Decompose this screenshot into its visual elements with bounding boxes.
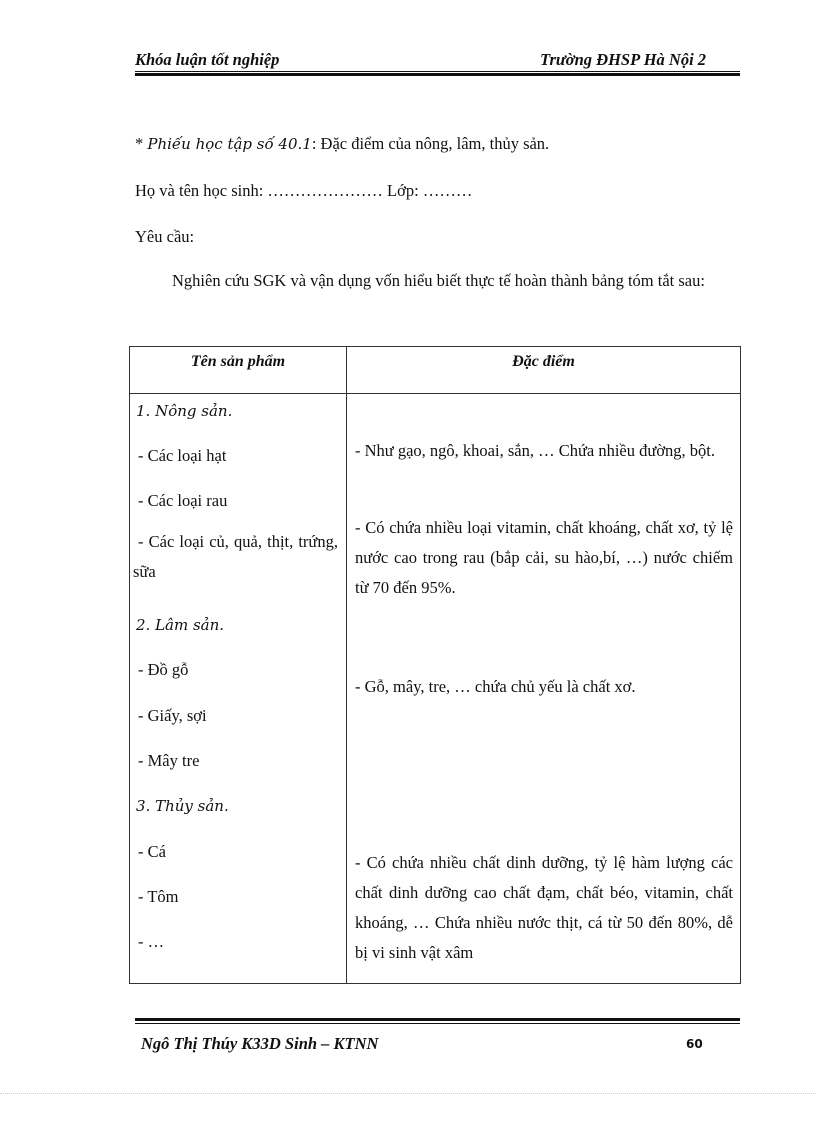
footer-author: Ngô Thị Thúy K33D Sinh – KTNN bbox=[141, 1034, 379, 1053]
worksheet-title-italic: Phiếu học tập số 40.1 bbox=[147, 135, 312, 153]
characteristics-cell bbox=[347, 394, 741, 984]
desc-grains: - Như gạo, ngô, khoai, sắn, … Chứa nhiều đường, bột. bbox=[355, 441, 716, 460]
desc-forestry: - Gỗ, mây, tre, … chứa chủ yếu là chất xơ. bbox=[355, 677, 636, 696]
item-shrimp: - Tôm bbox=[138, 887, 179, 906]
worksheet-title bbox=[135, 134, 549, 154]
group-forestry: 2. Lâm sản. bbox=[136, 616, 225, 634]
footer-rule-thin bbox=[135, 1023, 740, 1024]
header-product-name: Tên sản phẩm bbox=[130, 347, 347, 394]
item-wood: - Đồ gỗ bbox=[138, 660, 189, 679]
header-right-title: Trường ĐHSP Hà Nội 2 bbox=[540, 50, 707, 69]
item-paper-fiber: - Giấy, sợi bbox=[138, 706, 207, 725]
worksheet-star: * bbox=[135, 134, 148, 153]
instruction-paragraph: Nghiên cứu SGK và vận dụng vốn hiểu biết thực tế hoàn thành bảng tóm tắt sau: bbox=[172, 271, 705, 290]
header-rule-thick bbox=[135, 73, 740, 76]
item-vegetables: - Các loại rau bbox=[138, 491, 228, 510]
item-rattan-bamboo: - Mây tre bbox=[138, 751, 200, 770]
desc-aquatic: - Có chứa nhiều chất dinh dưỡng, tỷ lệ hàm lượng các chất dinh dưỡng cao chất đạm, chất béo, vitamin, chất khoáng, … Chứa nhiều nước thịt, cá từ 50 đến 80%, dễ bị vi sinh vật xâm bbox=[355, 853, 733, 962]
footer-rule-thick bbox=[135, 1018, 740, 1021]
item-grains: - Các loại hạt bbox=[138, 446, 227, 465]
table-header-row bbox=[130, 347, 741, 394]
table-body-row bbox=[130, 394, 741, 984]
products-cell bbox=[130, 394, 347, 984]
item-fish: - Cá bbox=[138, 842, 166, 861]
page-bottom-divider bbox=[0, 1093, 816, 1094]
group-aquatic: 3. Thủy sản. bbox=[136, 797, 229, 815]
item-tubers-fruits: - Các loại củ, quả, thịt, trứng, sữa bbox=[133, 532, 338, 581]
worksheet-title-rest: : Đặc điểm của nông, lâm, thủy sản. bbox=[311, 134, 550, 153]
group-agricultural: 1. Nông sản. bbox=[136, 402, 233, 420]
header-characteristics: Đặc điểm bbox=[347, 347, 741, 394]
desc-vegetables: - Có chứa nhiều loại vitamin, chất khoáng, chất xơ, tỷ lệ nước cao trong rau (bắp cải, su hào,bí, …) nước chiếm từ 70 đến 95%. bbox=[355, 518, 733, 597]
header-left-title: Khóa luận tốt nghiệp bbox=[135, 50, 280, 69]
page-number: 60 bbox=[686, 1037, 703, 1051]
item-etc: - … bbox=[138, 932, 165, 951]
summary-table bbox=[129, 346, 741, 984]
requirement-label: Yêu cầu: bbox=[135, 227, 195, 246]
student-info-line: Họ và tên học sinh: ………………… Lớp: ……… bbox=[135, 181, 473, 200]
header-rule-thin bbox=[135, 71, 740, 72]
